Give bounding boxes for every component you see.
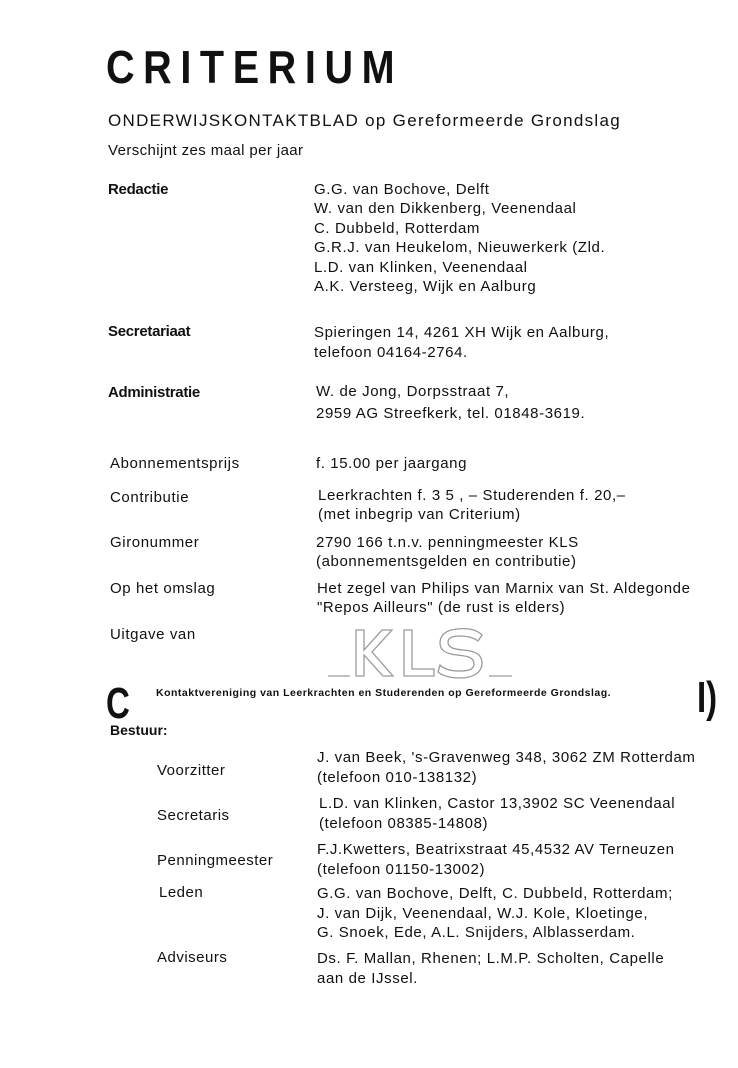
leden-label: Leden	[159, 884, 204, 901]
adviseurs-value	[317, 949, 664, 988]
secretaris-line: L.D. van Klinken, Castor 13,3902 SC Veenendaal	[319, 795, 676, 812]
secretaris-label: Secretaris	[157, 807, 230, 824]
vereniging-name: Kontaktvereniging van Leerkrachten en Studerenden op Gereformeerde Grondslag.	[156, 687, 612, 699]
secretariaat-line: telefoon 04164-2764.	[314, 344, 468, 361]
gironummer-line: (abonnementsgelden en contributie)	[316, 553, 577, 571]
voorzitter-line: (telefoon 010-138132)	[317, 768, 478, 786]
administratie-line: W. de Jong, Dorpsstraat 7,	[316, 383, 510, 400]
subtitle: ONDERWIJSKONTAKTBLAD op Gereformeerde Grondslag	[108, 111, 622, 130]
vereniging-mark: I)	[697, 673, 718, 722]
penningmeester-line: F.J.Kwetters, Beatrixstraat 45,4532 AV Terneuzen	[317, 841, 675, 858]
omslag-label: Op het omslag	[110, 580, 216, 597]
kls-logo	[326, 624, 514, 682]
redactie-line: G.R.J. van Heukelom, Nieuwerkerk (Zld.	[314, 239, 606, 257]
penningmeester-label: Penningmeester	[157, 852, 274, 869]
redactie-label: Redactie	[108, 181, 169, 198]
administratie-label: Administratie	[108, 384, 200, 401]
publication-frequency: Verschijnt zes maal per jaar	[108, 142, 304, 159]
leden-line: G. Snoek, Ede, A.L. Snijders, Alblasserdam.	[317, 924, 636, 942]
secretaris-value	[319, 794, 675, 833]
voorzitter-line: J. van Beek, 's-Gravenweg 348, 3062 ZM Rotterdam	[317, 749, 696, 766]
penningmeester-line: (telefoon 01150-13002)	[317, 860, 486, 878]
redactie-line: C. Dubbeld, Rotterdam	[314, 219, 481, 237]
adviseurs-label: Adviseurs	[157, 949, 228, 966]
uitgave-label: Uitgave van	[110, 626, 196, 643]
secretariaat-value	[314, 323, 609, 363]
contributie-label: Contributie	[110, 489, 190, 506]
administratie-value	[316, 381, 585, 425]
vereniging-initial: C	[106, 679, 130, 728]
secretaris-line: (telefoon 08385-14808)	[319, 814, 489, 832]
gironummer-value	[316, 533, 579, 572]
redactie-line: A.K. Versteeg, Wijk en Aalburg	[314, 278, 537, 296]
omslag-line: "Repos Ailleurs" (de rust is elders)	[317, 599, 566, 617]
omslag-line: Het zegel van Philips van Marnix van St. Aldegonde	[317, 580, 691, 597]
voorzitter-value	[317, 748, 696, 787]
bestuur-heading: Bestuur:	[110, 722, 168, 738]
abonnementsprijs-value: f. 15.00 per jaargang	[316, 455, 468, 472]
leden-line: J. van Dijk, Veenendaal, W.J. Kole, Kloetinge,	[317, 904, 649, 922]
administratie-line: 2959 AG Streefkerk, tel. 01848-3619.	[316, 405, 586, 422]
gironummer-label: Gironummer	[110, 534, 200, 551]
adviseurs-line: Ds. F. Mallan, Rhenen; L.M.P. Scholten, Capelle	[317, 950, 665, 967]
penningmeester-value	[317, 840, 675, 879]
redactie-list	[314, 180, 605, 296]
voorzitter-label: Voorzitter	[157, 762, 226, 779]
redactie-line: L.D. van Klinken, Veenendaal	[314, 258, 528, 276]
redactie-line: G.G. van Bochove, Delft	[314, 181, 490, 198]
secretariaat-label: Secretariaat	[108, 323, 191, 340]
contributie-line: (met inbegrip van Criterium)	[318, 506, 521, 524]
adviseurs-line: aan de IJssel.	[317, 969, 418, 987]
leden-line: G.G. van Bochove, Delft, C. Dubbeld, Rotterdam;	[317, 885, 673, 902]
contributie-value	[318, 486, 626, 525]
contributie-line: Leerkrachten f. 3 5 , – Studerenden f. 20,–	[318, 487, 626, 504]
abonnementsprijs-label: Abonnementsprijs	[110, 455, 240, 472]
page-title: CRITERIUM	[106, 41, 404, 93]
gironummer-line: 2790 166 t.n.v. penningmeester KLS	[316, 534, 579, 551]
leden-value	[317, 884, 673, 943]
redactie-line: W. van den Dikkenberg, Veenendaal	[314, 200, 577, 218]
secretariaat-line: Spieringen 14, 4261 XH Wijk en Aalburg,	[314, 324, 610, 341]
omslag-value	[317, 579, 691, 618]
